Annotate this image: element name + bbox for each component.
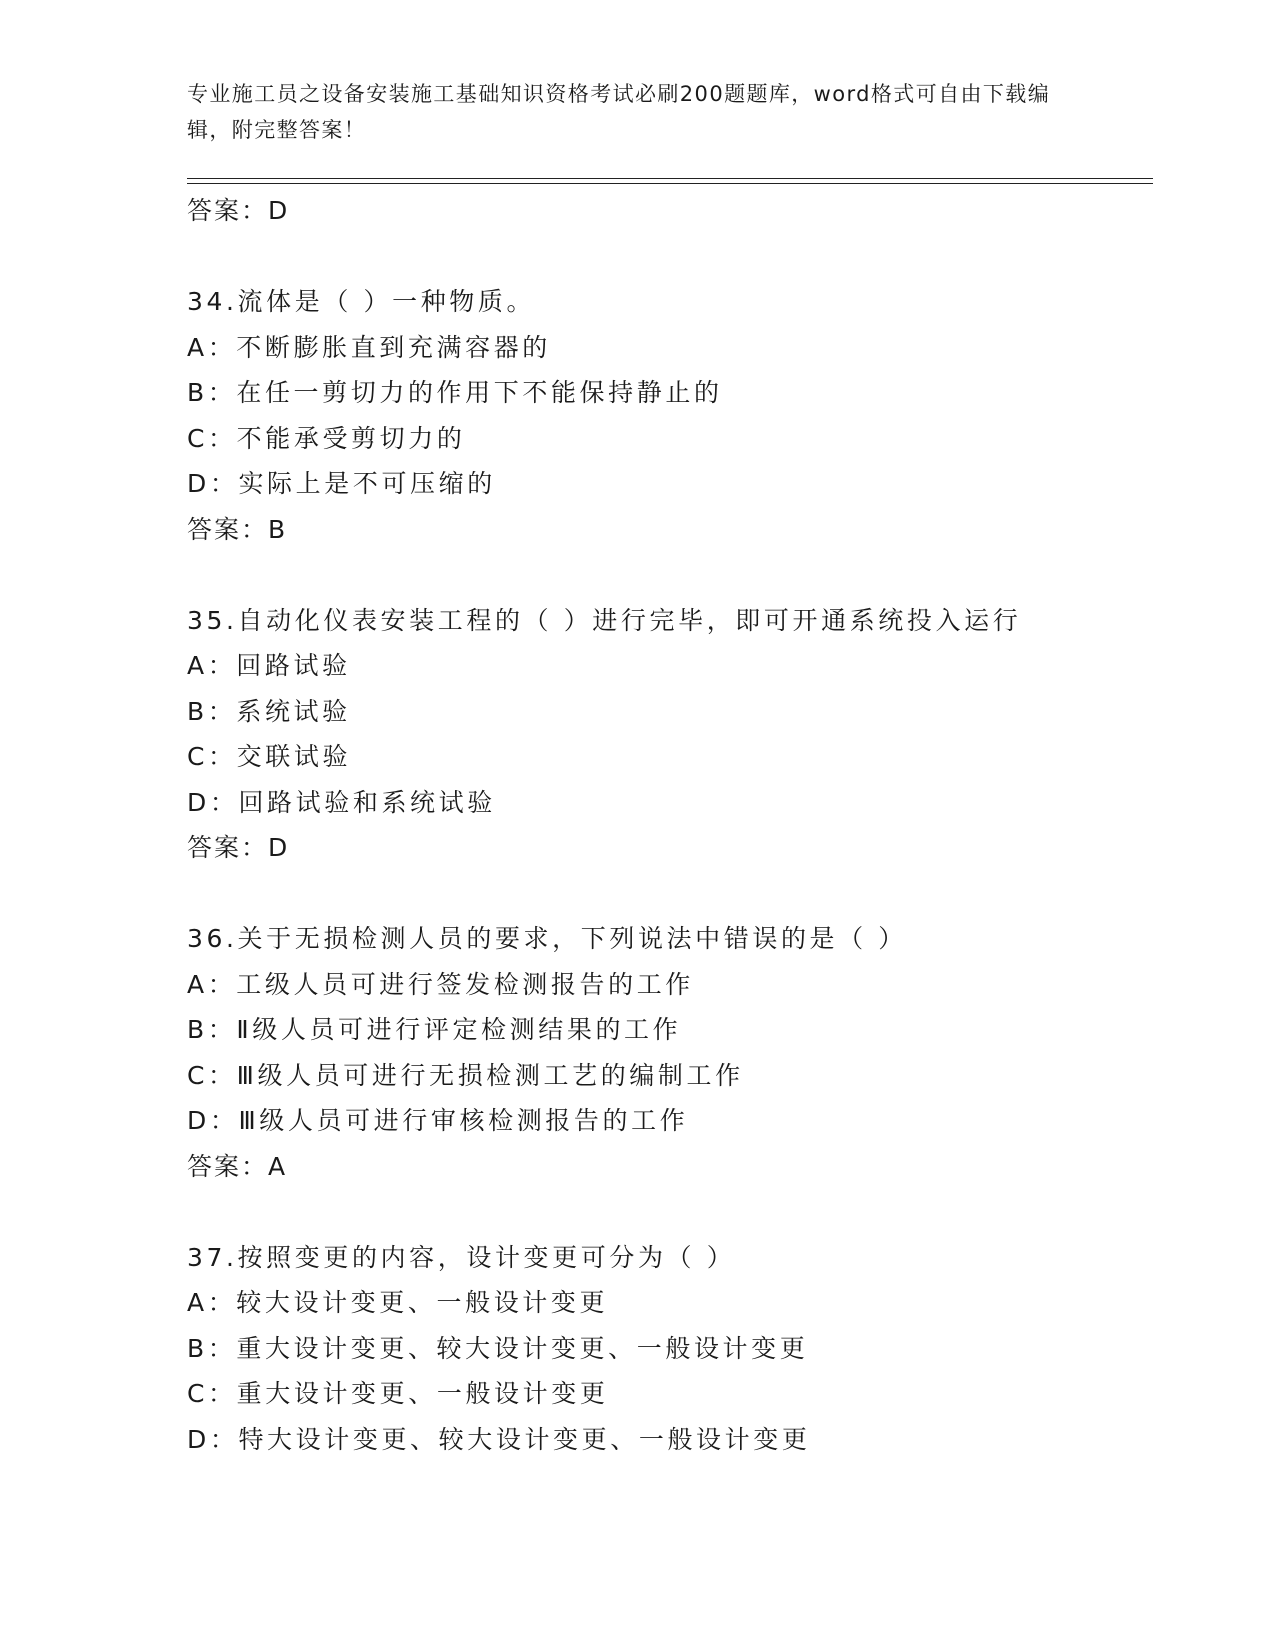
option-b: B：Ⅱ级人员可进行评定检测结果的工作 [187, 1015, 682, 1044]
option-d: D：Ⅲ级人员可进行审核检测报告的工作 [187, 1106, 689, 1135]
option-a: A：工级人员可进行签发检测报告的工作 [187, 969, 694, 999]
option-a: A：不断膨胀直到充满容器的 [187, 332, 551, 362]
document-header: 专业施工员之设备安装施工基础知识资格考试必刷200题题库，word格式可自由下载编辑，附完整答案！ [187, 82, 1051, 142]
option-c: C：交联试验 [187, 742, 352, 771]
option-c: C：Ⅲ级人员可进行无损检测工艺的编制工作 [187, 1060, 744, 1090]
question-stem: 34.流体是（ ）一种物质。 [187, 287, 536, 316]
answer-line: 答案：A [187, 1151, 288, 1181]
question-stem: 35.自动化仪表安装工程的（ ）进行完毕，即可开通系统投入运行 [187, 605, 1022, 635]
question-block [187, 598, 1147, 871]
option-d: D：回路试验和系统试验 [187, 787, 496, 817]
question-stem: 37.按照变更的内容，设计变更可分为（ ） [187, 1242, 736, 1272]
question-stem: 36.关于无损检测人员的要求，下列说法中错误的是（ ） [187, 924, 907, 953]
question-block [187, 279, 1147, 552]
question-block [187, 1235, 1147, 1463]
question-block [187, 916, 1147, 1189]
option-b: B：系统试验 [187, 696, 351, 726]
answer-line: 答案：B [187, 514, 288, 544]
option-d: D：特大设计变更、较大设计变更、一般设计变更 [187, 1424, 811, 1454]
option-d: D：实际上是不可压缩的 [187, 469, 496, 498]
option-a: A：回路试验 [187, 651, 351, 680]
question-list [187, 188, 1147, 1462]
answer-line: 答案：D [187, 833, 290, 862]
option-b: B：在任一剪切力的作用下不能保持静止的 [187, 378, 723, 407]
option-b: B：重大设计变更、较大设计变更、一般设计变更 [187, 1333, 809, 1363]
header-divider-top [187, 178, 1153, 179]
option-a: A：较大设计变更、一般设计变更 [187, 1288, 609, 1317]
option-c: C：不能承受剪切力的 [187, 423, 466, 453]
header-divider-bottom [187, 183, 1153, 184]
answer-line: 答案：D [187, 196, 290, 225]
option-c: C：重大设计变更、一般设计变更 [187, 1379, 609, 1408]
